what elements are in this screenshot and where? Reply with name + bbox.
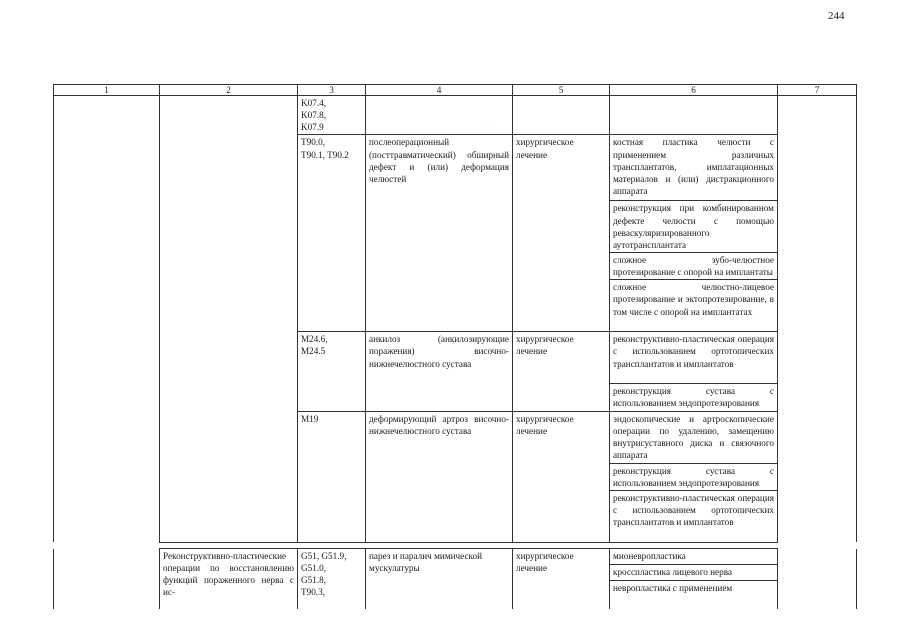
condition-cell: парез и паралич мимической мускулатуры (366, 549, 513, 609)
method-cell: сложное зубо-челюстное протезирование с опорой на имплантаты (610, 252, 778, 279)
method-cell: реконструкция сустава с использованием эндопротезирования (610, 463, 778, 490)
codes-cell: M24.6, M24.5 (298, 332, 366, 411)
procedures-table (53, 84, 857, 543)
method-cell: эндоскопические и артроскопические операции по удалению, замещению внутрисуставного диска и связочного аппарата (610, 411, 778, 463)
column-number-row (54, 85, 857, 96)
column-header: 2 (160, 85, 298, 96)
group-cell (54, 96, 160, 543)
notes-cell (778, 549, 857, 609)
page-number: 244 (828, 10, 845, 22)
name-cell (160, 96, 298, 543)
column-header: 7 (778, 85, 857, 96)
method-cell: реконструкция сустава с использованием эндопротезирования (610, 384, 778, 411)
method-cell: сложное челюстно-лицевое протезирование и эктопротезирование, в том числе с опорой на имплантатах (610, 280, 778, 332)
method-cell: мионевропластика (610, 549, 778, 565)
method-cell: реконструкция при комбинированном дефекте челюсти с помощью реваскуляризированного аутотрансплантата (610, 201, 778, 253)
condition-cell: послеоперационный (посттравматический) обширный дефект и (или) деформация челюстей (366, 135, 513, 332)
codes-cell: M19 (298, 411, 366, 542)
table-row (54, 549, 857, 565)
column-header: 3 (298, 85, 366, 96)
condition-cell: деформирующий артроз височно-нижнечелюстного сустава (366, 411, 513, 542)
column-header: 1 (54, 85, 160, 96)
scan-speck: · (487, 124, 489, 130)
codes-cell: G51, G51.9, G51.0, G51.8, T90.3, (298, 549, 366, 609)
method-cell: невропластика с применением (610, 581, 778, 609)
method-cell: костная пластика челюсти с применением различных трансплантатов, имплатационных материалов и (или) дистракционного аппарата (610, 135, 778, 201)
column-header: 4 (366, 85, 513, 96)
codes-cell: K07.4, K07.8, K07.9 (298, 96, 366, 135)
column-header: 6 (610, 85, 778, 96)
method-cell: реконструктивно-пластическая операция с использованием ортотопических трансплантатов и имплантатов (610, 490, 778, 542)
treatment-cell: хирургическое лечение (513, 135, 610, 332)
condition-cell (366, 96, 513, 135)
treatment-cell: хирургическое лечение (513, 332, 610, 411)
group-cell (54, 549, 160, 609)
method-cell (610, 96, 778, 135)
column-header: 5 (513, 85, 610, 96)
method-cell: реконструктивно-пластическая операция с использованием ортотопических трансплантатов и имплантатов (610, 332, 778, 384)
treatment-cell: хирургическое лечение (513, 411, 610, 542)
name-cell: Реконструктивно-пластические операции по восстановлению функций пораженного нерва с ис- (160, 549, 298, 609)
method-cell: кросспластика лицевого нерва (610, 565, 778, 581)
notes-cell (778, 96, 857, 543)
condition-cell: анкилоз (анкилозирующие поражения) височно-нижнечелюстного сустава (366, 332, 513, 411)
procedures-table-continued (53, 548, 857, 609)
table-row (54, 96, 857, 135)
codes-cell: T90.0, T90.1, T90.2 (298, 135, 366, 332)
treatment-cell (513, 96, 610, 135)
treatment-cell: хирургическое лечение (513, 549, 610, 609)
